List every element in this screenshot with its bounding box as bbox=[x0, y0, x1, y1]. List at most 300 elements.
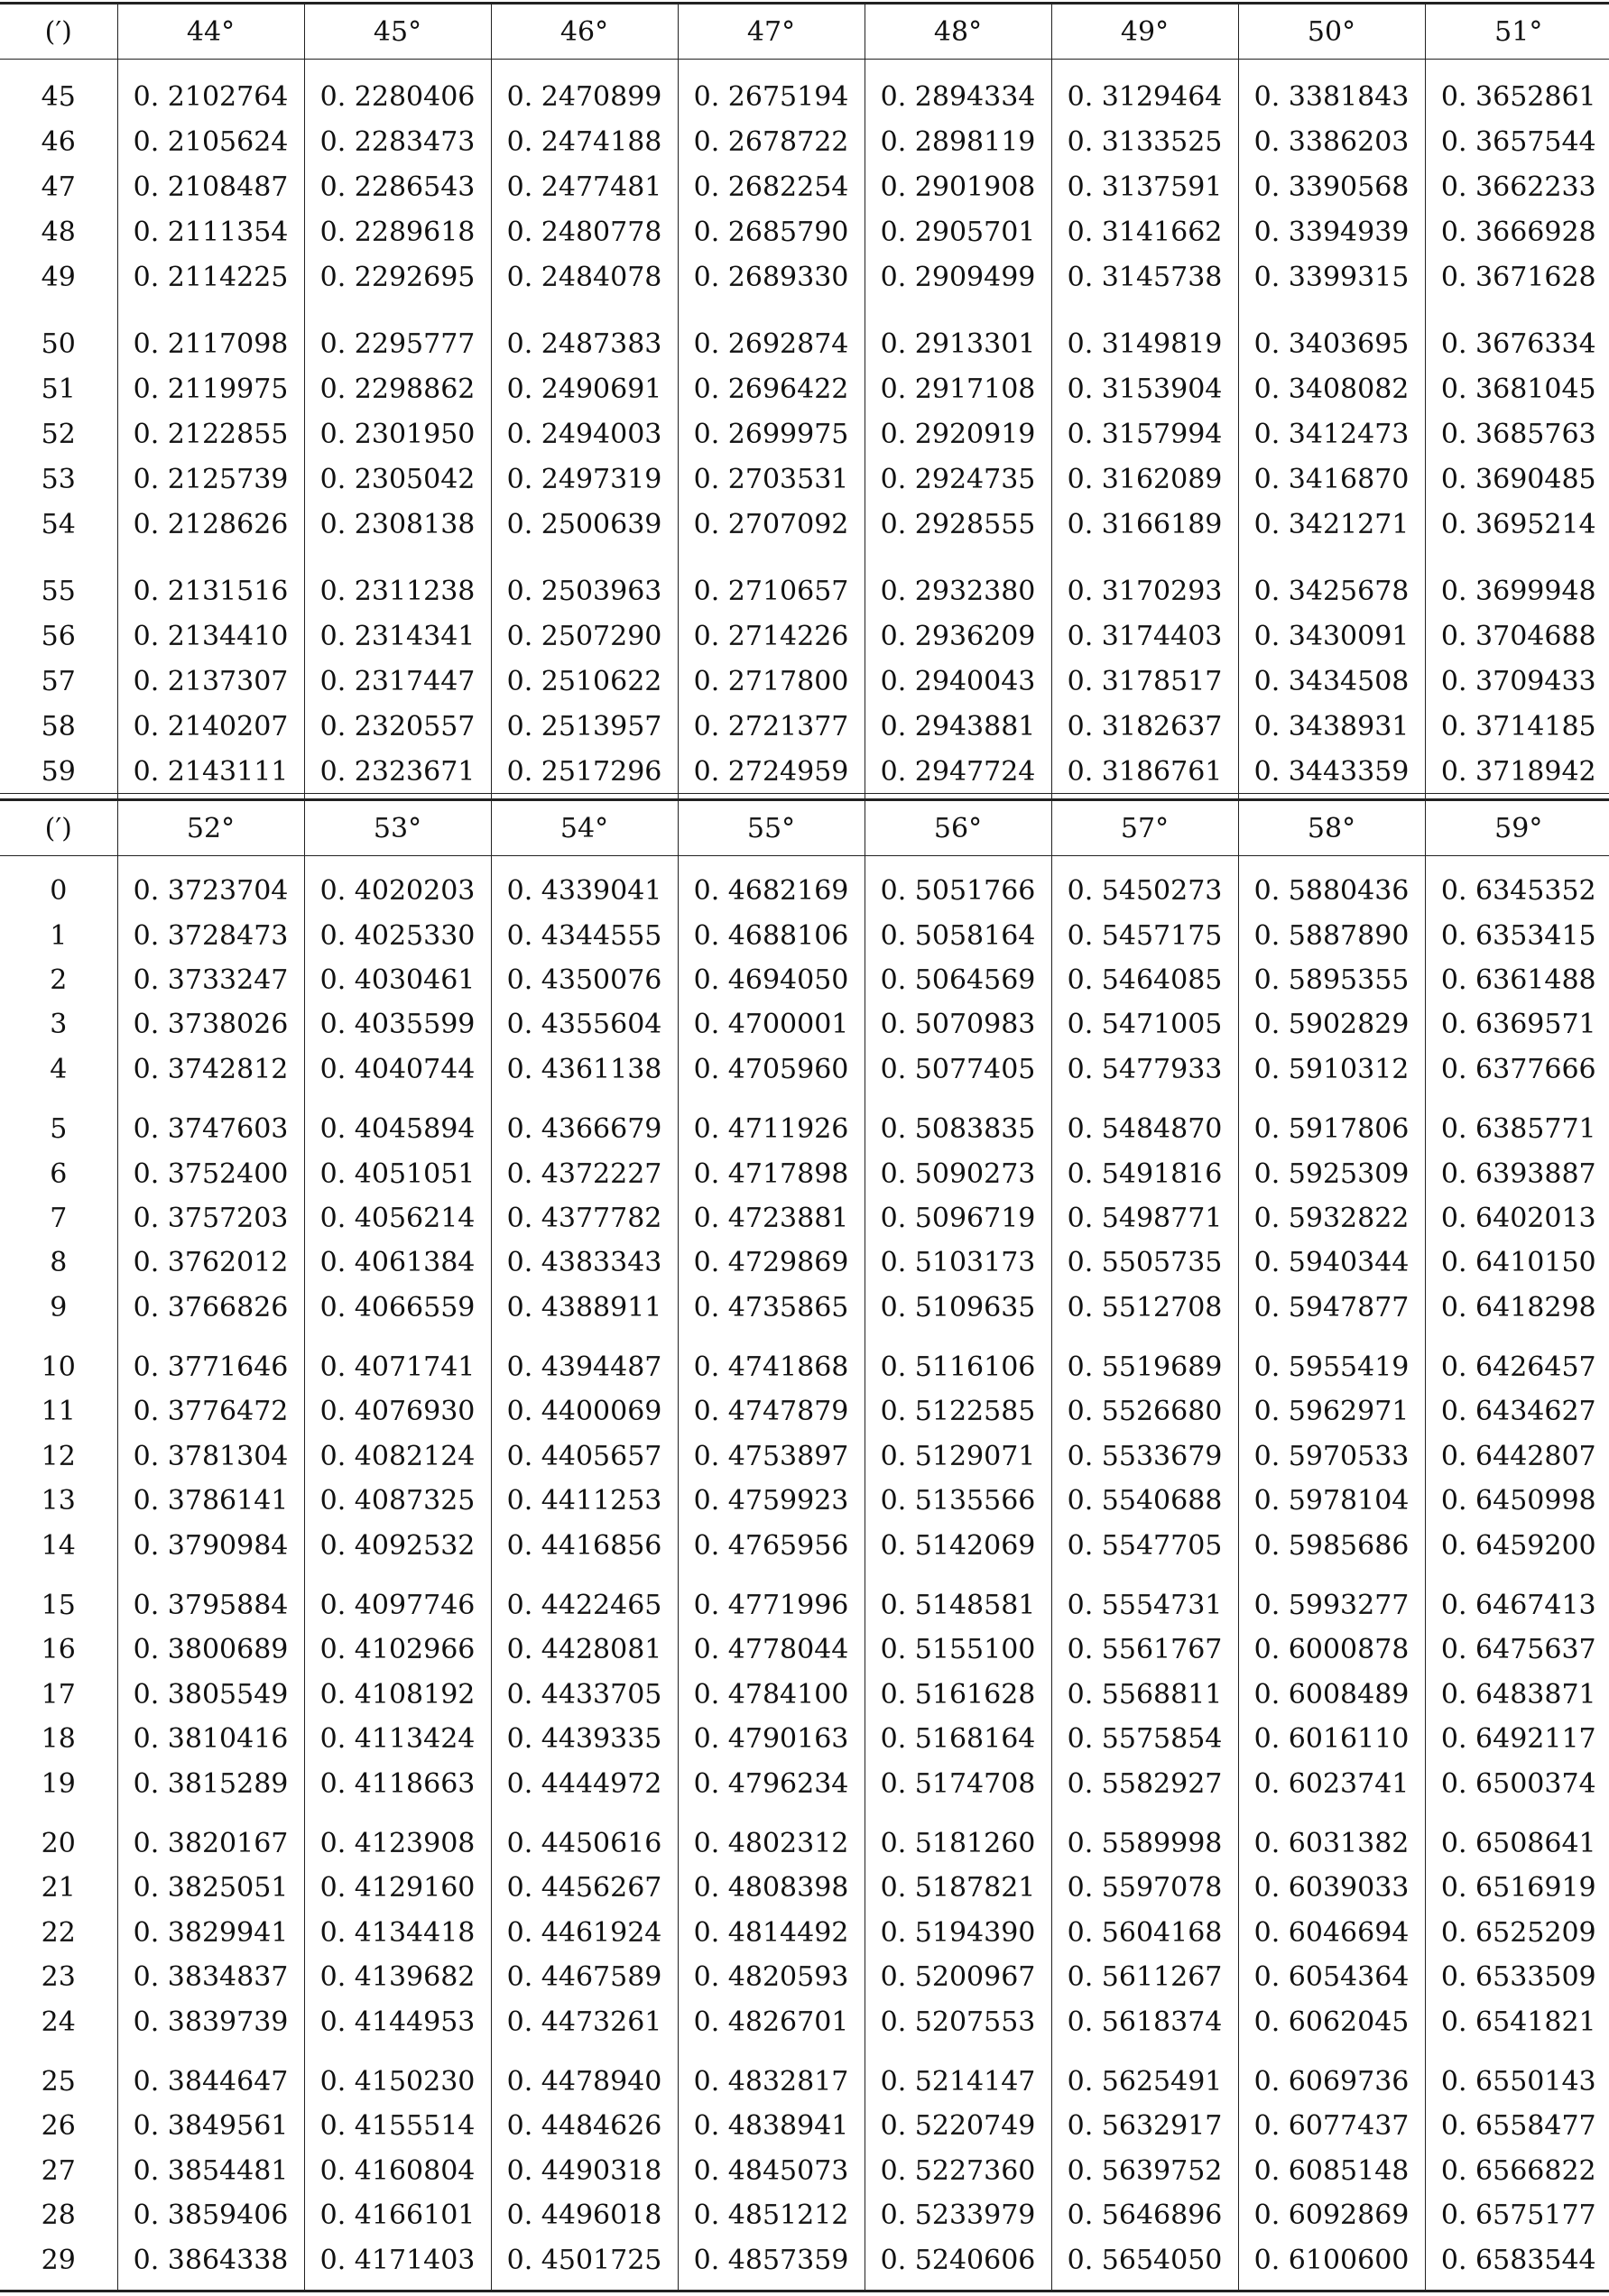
minute-cell: 24 bbox=[0, 1999, 117, 2043]
spacer-row bbox=[0, 1330, 1609, 1345]
value-cell: 0. 5174708 bbox=[865, 1761, 1051, 1805]
value-cell: 0. 4071741 bbox=[304, 1345, 491, 1389]
value-cell: 0. 3430091 bbox=[1238, 613, 1425, 659]
table-body bbox=[0, 60, 1609, 804]
minute-cell: 48 bbox=[0, 209, 117, 254]
value-cell: 0. 4688106 bbox=[678, 913, 865, 957]
spacer-row bbox=[0, 1568, 1609, 1583]
spacer-cell bbox=[1051, 2044, 1238, 2060]
value-cell: 0. 4030461 bbox=[304, 958, 491, 1002]
value-cell: 0. 5122585 bbox=[865, 1389, 1051, 1434]
minute-cell: 9 bbox=[0, 1286, 117, 1330]
table-row bbox=[0, 2149, 1609, 2193]
spacer-cell bbox=[1238, 2044, 1425, 2060]
value-cell: 0. 3685763 bbox=[1440, 418, 1596, 450]
value-cell: 0. 3800689 bbox=[117, 1627, 304, 1672]
table-row bbox=[0, 958, 1609, 1002]
value-cell: 0. 6393887 bbox=[1440, 1157, 1596, 1190]
value-cell: 0. 2143111 bbox=[117, 749, 304, 794]
minute-cell: 23 bbox=[0, 1955, 117, 1999]
spacer-cell bbox=[1051, 1806, 1238, 1821]
spacer-cell bbox=[117, 1330, 304, 1345]
value-cell: 0. 6483871 bbox=[1440, 1678, 1596, 1710]
value-cell: 0. 6077437 bbox=[1238, 2104, 1425, 2148]
value-cell: 0. 3681045 bbox=[1440, 373, 1596, 405]
minute-cell: 19 bbox=[0, 1761, 117, 1805]
value-cell: 0. 4838941 bbox=[678, 2104, 865, 2148]
value-cell: 0. 3157994 bbox=[1051, 411, 1238, 456]
spacer-cell bbox=[678, 1330, 865, 1345]
value-cell: 0. 2947724 bbox=[865, 749, 1051, 794]
value-cell: 0. 5464085 bbox=[1051, 958, 1238, 1002]
table-row bbox=[0, 1911, 1609, 1955]
table-row bbox=[0, 1389, 1609, 1434]
value-cell: 0. 2714226 bbox=[678, 613, 865, 659]
degree-header: 47° bbox=[678, 4, 865, 60]
value-cell: 0. 5477933 bbox=[1051, 1047, 1238, 1092]
value-cell: 0. 6000878 bbox=[1238, 1627, 1425, 1672]
value-cell: 0. 4339041 bbox=[491, 869, 678, 913]
table-row bbox=[0, 1240, 1609, 1285]
minute-cell: 6 bbox=[0, 1151, 117, 1195]
value-cell: 0. 3399315 bbox=[1238, 254, 1425, 300]
value-cell: 0. 4350076 bbox=[491, 958, 678, 1002]
value-cell: 0. 5887890 bbox=[1238, 913, 1425, 957]
minute-cell: 18 bbox=[0, 1717, 117, 1761]
table-row bbox=[0, 869, 1609, 913]
value-cell: 0. 3805549 bbox=[117, 1673, 304, 1717]
spacer-cell bbox=[117, 1806, 304, 1821]
value-cell: 0. 2678722 bbox=[678, 119, 865, 164]
minute-cell: 7 bbox=[0, 1196, 117, 1240]
minute-cell: 12 bbox=[0, 1434, 117, 1479]
minute-cell: 21 bbox=[0, 1866, 117, 1910]
value-cell: 0. 5498771 bbox=[1051, 1196, 1238, 1240]
value-cell: 0. 5116106 bbox=[865, 1345, 1051, 1389]
value-cell: 0. 3714185 bbox=[1440, 710, 1596, 742]
table-row bbox=[0, 1286, 1609, 1330]
value-cell: 0. 2503963 bbox=[491, 568, 678, 613]
value-cell: 0. 2323671 bbox=[304, 749, 491, 794]
value-cell: 0. 5526680 bbox=[1051, 1389, 1238, 1434]
value-cell: 0. 3776472 bbox=[117, 1389, 304, 1434]
spacer-cell bbox=[865, 1568, 1051, 1583]
spacer-row bbox=[0, 300, 1609, 321]
value-cell: 0. 4826701 bbox=[678, 1999, 865, 2043]
table-body bbox=[0, 856, 1609, 2291]
table-row bbox=[0, 749, 1609, 794]
value-cell: 0. 5083835 bbox=[865, 1107, 1051, 1151]
spacer-cell bbox=[1051, 60, 1238, 75]
value-cell: 0. 5457175 bbox=[1051, 913, 1238, 957]
value-cell: 0. 4102966 bbox=[304, 1627, 491, 1672]
value-cell: 0. 5148581 bbox=[865, 1583, 1051, 1627]
value-cell: 0. 4428081 bbox=[491, 1627, 678, 1672]
minute-cell: 4 bbox=[0, 1047, 117, 1092]
value-cell: 0. 3141662 bbox=[1051, 209, 1238, 254]
spacer-cell bbox=[117, 2044, 304, 2060]
value-cell: 0. 3133525 bbox=[1051, 119, 1238, 164]
value-cell: 0. 4366679 bbox=[491, 1107, 678, 1151]
table-row bbox=[0, 2193, 1609, 2237]
value-cell: 0. 4682169 bbox=[678, 869, 865, 913]
value-cell: 0. 6434627 bbox=[1440, 1396, 1596, 1428]
spacer-cell bbox=[0, 1806, 117, 1821]
spacer-cell bbox=[1238, 1806, 1425, 1821]
value-cell: 0. 6426457 bbox=[1440, 1351, 1596, 1384]
value-cell: 0. 4444972 bbox=[491, 1761, 678, 1805]
spacer-cell bbox=[678, 1806, 865, 1821]
value-cell: 0. 4808398 bbox=[678, 1866, 865, 1910]
value-cell: 0. 3742812 bbox=[117, 1047, 304, 1092]
value-cell: 0. 3174403 bbox=[1051, 613, 1238, 659]
table-row bbox=[0, 704, 1609, 749]
spacer-row bbox=[0, 856, 1609, 870]
spacer-cell bbox=[491, 2282, 678, 2291]
value-cell: 0. 2924735 bbox=[865, 456, 1051, 502]
spacer-cell bbox=[117, 2282, 304, 2291]
value-cell: 0. 2140207 bbox=[117, 704, 304, 749]
table-row bbox=[0, 1479, 1609, 1523]
minute-cell: 0 bbox=[0, 869, 117, 913]
value-cell: 0. 2117098 bbox=[117, 321, 304, 366]
value-cell: 0. 4784100 bbox=[678, 1673, 865, 1717]
value-cell: 0. 4747879 bbox=[678, 1389, 865, 1434]
spacer-cell bbox=[1238, 1092, 1425, 1107]
spacer-cell bbox=[1238, 547, 1425, 568]
spacer-cell bbox=[678, 1568, 865, 1583]
spacer-cell bbox=[0, 2282, 117, 2291]
value-cell: 0. 2320557 bbox=[304, 704, 491, 749]
table-row bbox=[0, 1627, 1609, 1672]
value-cell: 0. 5155100 bbox=[865, 1627, 1051, 1672]
minute-cell: 52 bbox=[0, 411, 117, 456]
value-cell: 0. 4035599 bbox=[304, 1002, 491, 1047]
value-cell: 0. 4729869 bbox=[678, 1240, 865, 1285]
spacer-cell bbox=[1425, 2282, 1609, 2291]
value-cell: 0. 2901908 bbox=[865, 164, 1051, 209]
spacer-cell bbox=[117, 60, 304, 75]
value-cell: 0. 4160804 bbox=[304, 2149, 491, 2193]
value-cell: 0. 5240606 bbox=[865, 2237, 1051, 2282]
spacer-cell bbox=[1051, 1092, 1238, 1107]
spacer-row bbox=[0, 2044, 1609, 2060]
spacer-cell bbox=[1051, 856, 1238, 870]
value-cell: 0. 2724959 bbox=[678, 749, 865, 794]
spacer-cell bbox=[491, 1568, 678, 1583]
table-row bbox=[0, 2104, 1609, 2148]
value-cell: 0. 2314341 bbox=[304, 613, 491, 659]
spacer-cell bbox=[1425, 547, 1609, 568]
minute-cell: 27 bbox=[0, 2149, 117, 2193]
value-cell: 0. 4717898 bbox=[678, 1151, 865, 1195]
spacer-cell bbox=[491, 60, 678, 75]
value-cell: 0. 5051766 bbox=[865, 869, 1051, 913]
value-cell: 0. 6492117 bbox=[1440, 1723, 1596, 1756]
spacer-cell bbox=[117, 1092, 304, 1107]
degree-header: 55° bbox=[678, 800, 865, 856]
value-cell: 0. 2894334 bbox=[865, 74, 1051, 119]
value-cell: 0. 6361488 bbox=[1440, 964, 1596, 996]
value-cell: 0. 2108487 bbox=[117, 164, 304, 209]
value-cell: 0. 3412473 bbox=[1238, 411, 1425, 456]
spacer-cell bbox=[1238, 1330, 1425, 1345]
value-cell: 0. 3695214 bbox=[1440, 508, 1596, 540]
value-cell: 0. 2317447 bbox=[304, 659, 491, 704]
value-cell: 0. 3652861 bbox=[1440, 80, 1596, 113]
value-cell: 0. 2494003 bbox=[491, 411, 678, 456]
value-cell: 0. 2122855 bbox=[117, 411, 304, 456]
spacer-cell bbox=[304, 1568, 491, 1583]
value-cell: 0. 4020203 bbox=[304, 869, 491, 913]
value-cell: 0. 5077405 bbox=[865, 1047, 1051, 1092]
minute-cell: 2 bbox=[0, 958, 117, 1002]
value-cell: 0. 5925309 bbox=[1238, 1151, 1425, 1195]
value-cell: 0. 3810416 bbox=[117, 1717, 304, 1761]
value-cell: 0. 4735865 bbox=[678, 1286, 865, 1330]
value-cell: 0. 4388911 bbox=[491, 1286, 678, 1330]
value-cell: 0. 2685790 bbox=[678, 209, 865, 254]
value-cell: 0. 5940344 bbox=[1238, 1240, 1425, 1285]
value-cell: 0. 6039033 bbox=[1238, 1866, 1425, 1910]
spacer-cell bbox=[117, 1568, 304, 1583]
double-rule-divider bbox=[0, 793, 1609, 794]
value-cell: 0. 2675194 bbox=[678, 74, 865, 119]
spacer-row bbox=[0, 2282, 1609, 2291]
value-cell: 0. 3699948 bbox=[1440, 575, 1596, 607]
spacer-cell bbox=[491, 856, 678, 870]
spacer-cell bbox=[491, 2044, 678, 2060]
spacer-cell bbox=[1238, 300, 1425, 321]
value-cell: 0. 2119975 bbox=[117, 366, 304, 411]
value-cell: 0. 3182637 bbox=[1051, 704, 1238, 749]
minute-cell: 59 bbox=[0, 749, 117, 794]
minute-cell: 15 bbox=[0, 1583, 117, 1627]
value-cell: 0. 5450273 bbox=[1051, 869, 1238, 913]
value-cell: 0. 3178517 bbox=[1051, 659, 1238, 704]
value-cell: 0. 4439335 bbox=[491, 1717, 678, 1761]
value-cell: 0. 5589998 bbox=[1051, 1821, 1238, 1866]
value-cell: 0. 5194390 bbox=[865, 1911, 1051, 1955]
value-cell: 0. 5932822 bbox=[1238, 1196, 1425, 1240]
table-row bbox=[0, 1673, 1609, 1717]
value-cell: 0. 5646896 bbox=[1051, 2193, 1238, 2237]
spacer-cell bbox=[304, 300, 491, 321]
degree-header: 54° bbox=[491, 800, 678, 856]
spacer-cell bbox=[304, 2282, 491, 2291]
value-cell: 0. 2111354 bbox=[117, 209, 304, 254]
value-cell: 0. 4411253 bbox=[491, 1479, 678, 1523]
value-cell: 0. 4144953 bbox=[304, 1999, 491, 2043]
value-cell: 0. 4087325 bbox=[304, 1479, 491, 1523]
spacer-cell bbox=[1425, 856, 1609, 870]
value-cell: 0. 3815289 bbox=[117, 1761, 304, 1805]
value-cell: 0. 4820593 bbox=[678, 1955, 865, 1999]
spacer-cell bbox=[491, 300, 678, 321]
value-cell: 0. 5505735 bbox=[1051, 1240, 1238, 1285]
lower-value-table bbox=[0, 798, 1609, 2292]
value-cell: 0. 2487383 bbox=[491, 321, 678, 366]
value-cell: 0. 2699975 bbox=[678, 411, 865, 456]
value-cell: 0. 2301950 bbox=[304, 411, 491, 456]
minute-cell: 26 bbox=[0, 2104, 117, 2148]
value-cell: 0. 4118663 bbox=[304, 1761, 491, 1805]
minute-cell: 25 bbox=[0, 2060, 117, 2104]
value-cell: 0. 2703531 bbox=[678, 456, 865, 502]
value-cell: 0. 5207553 bbox=[865, 1999, 1051, 2043]
value-cell: 0. 4097746 bbox=[304, 1583, 491, 1627]
value-cell: 0. 6353415 bbox=[1440, 919, 1596, 952]
value-cell: 0. 4723881 bbox=[678, 1196, 865, 1240]
spacer-cell bbox=[1425, 1806, 1609, 1821]
value-cell: 0. 4040744 bbox=[304, 1047, 491, 1092]
value-cell: 0. 2311238 bbox=[304, 568, 491, 613]
minute-cell: 56 bbox=[0, 613, 117, 659]
value-cell: 0. 6385771 bbox=[1440, 1113, 1596, 1146]
value-cell: 0. 4076930 bbox=[304, 1389, 491, 1434]
value-cell: 0. 6566822 bbox=[1440, 2154, 1596, 2187]
value-cell: 0. 3781304 bbox=[117, 1434, 304, 1479]
value-cell: 0. 2909499 bbox=[865, 254, 1051, 300]
value-cell: 0. 5090273 bbox=[865, 1151, 1051, 1195]
value-cell: 0. 6575177 bbox=[1440, 2199, 1596, 2232]
minute-cell: 22 bbox=[0, 1911, 117, 1955]
minute-cell: 58 bbox=[0, 704, 117, 749]
value-cell: 0. 5902829 bbox=[1238, 1002, 1425, 1047]
spacer-cell bbox=[1425, 1092, 1609, 1107]
value-cell: 0. 2710657 bbox=[678, 568, 865, 613]
table-row bbox=[0, 1583, 1609, 1627]
value-cell: 0. 2298862 bbox=[304, 366, 491, 411]
spacer-row bbox=[0, 1806, 1609, 1821]
value-cell: 0. 2114225 bbox=[117, 254, 304, 300]
value-cell: 0. 4790163 bbox=[678, 1717, 865, 1761]
value-cell: 0. 6069736 bbox=[1238, 2060, 1425, 2104]
value-cell: 0. 5910312 bbox=[1238, 1047, 1425, 1092]
spacer-cell bbox=[117, 856, 304, 870]
value-cell: 0. 4082124 bbox=[304, 1434, 491, 1479]
degree-header: 53° bbox=[304, 800, 491, 856]
table-row bbox=[0, 209, 1609, 254]
minute-cell: 8 bbox=[0, 1240, 117, 1285]
table-row bbox=[0, 1717, 1609, 1761]
value-cell: 0. 5955419 bbox=[1238, 1345, 1425, 1389]
value-cell: 0. 4422465 bbox=[491, 1583, 678, 1627]
value-cell: 0. 4134418 bbox=[304, 1911, 491, 1955]
minute-cell: 10 bbox=[0, 1345, 117, 1389]
value-cell: 0. 4171403 bbox=[304, 2237, 491, 2282]
spacer-cell bbox=[304, 2044, 491, 2060]
degree-header: 46° bbox=[491, 4, 678, 60]
value-cell: 0. 2917108 bbox=[865, 366, 1051, 411]
value-cell: 0. 5512708 bbox=[1051, 1286, 1238, 1330]
table-row bbox=[0, 1761, 1609, 1805]
value-cell: 0. 5233979 bbox=[865, 2193, 1051, 2237]
value-cell: 0. 6558477 bbox=[1440, 2110, 1596, 2143]
table-row bbox=[0, 456, 1609, 502]
value-cell: 0. 3662233 bbox=[1440, 171, 1596, 203]
value-cell: 0. 3657544 bbox=[1440, 125, 1596, 158]
value-cell: 0. 4851212 bbox=[678, 2193, 865, 2237]
spacer-cell bbox=[865, 856, 1051, 870]
minute-cell: 53 bbox=[0, 456, 117, 502]
value-cell: 0. 5561767 bbox=[1051, 1627, 1238, 1672]
value-cell: 0. 4400069 bbox=[491, 1389, 678, 1434]
value-cell: 0. 5200967 bbox=[865, 1955, 1051, 1999]
value-cell: 0. 3381843 bbox=[1238, 74, 1425, 119]
value-cell: 0. 4108192 bbox=[304, 1673, 491, 1717]
value-cell: 0. 4056214 bbox=[304, 1196, 491, 1240]
value-cell: 0. 6508641 bbox=[1440, 1828, 1596, 1859]
value-cell: 0. 4711926 bbox=[678, 1107, 865, 1151]
value-cell: 0. 2696422 bbox=[678, 366, 865, 411]
value-cell: 0. 4478940 bbox=[491, 2060, 678, 2104]
minute-cell: 3 bbox=[0, 1002, 117, 1047]
value-cell: 0. 6516919 bbox=[1440, 1872, 1596, 1904]
value-cell: 0. 2308138 bbox=[304, 502, 491, 547]
value-cell: 0. 4150230 bbox=[304, 2060, 491, 2104]
minutes-header: (′) bbox=[0, 800, 117, 856]
spacer-cell bbox=[1425, 300, 1609, 321]
value-cell: 0. 3676334 bbox=[1440, 327, 1596, 360]
value-cell: 0. 6459200 bbox=[1440, 1529, 1596, 1562]
spacer-cell bbox=[678, 2282, 865, 2291]
value-cell: 0. 3795884 bbox=[117, 1583, 304, 1627]
value-cell: 0. 3762012 bbox=[117, 1240, 304, 1285]
value-cell: 0. 4113424 bbox=[304, 1717, 491, 1761]
value-cell: 0. 6541821 bbox=[1440, 2006, 1596, 2038]
value-cell: 0. 4355604 bbox=[491, 1002, 678, 1047]
degree-header: 51° bbox=[1425, 4, 1609, 60]
spacer-cell bbox=[1425, 60, 1609, 75]
spacer-cell bbox=[0, 547, 117, 568]
value-cell: 0. 6031382 bbox=[1238, 1821, 1425, 1866]
value-cell: 0. 4166101 bbox=[304, 2193, 491, 2237]
value-cell: 0. 6500374 bbox=[1440, 1767, 1596, 1800]
value-cell: 0. 3854481 bbox=[117, 2149, 304, 2193]
value-cell: 0. 2102764 bbox=[117, 74, 304, 119]
value-cell: 0. 3771646 bbox=[117, 1345, 304, 1389]
value-cell: 0. 3728473 bbox=[117, 913, 304, 957]
value-cell: 0. 6085148 bbox=[1238, 2149, 1425, 2193]
value-cell: 0. 3786141 bbox=[117, 1479, 304, 1523]
value-cell: 0. 3718942 bbox=[1440, 755, 1596, 788]
spacer-cell bbox=[865, 300, 1051, 321]
value-cell: 0. 5471005 bbox=[1051, 1002, 1238, 1047]
value-cell: 0. 2510622 bbox=[491, 659, 678, 704]
spacer-cell bbox=[491, 547, 678, 568]
value-cell: 0. 5540688 bbox=[1051, 1479, 1238, 1523]
degree-header: 52° bbox=[117, 800, 304, 856]
spacer-cell bbox=[865, 1092, 1051, 1107]
value-cell: 0. 6442807 bbox=[1440, 1440, 1596, 1472]
value-cell: 0. 3438931 bbox=[1238, 704, 1425, 749]
minute-cell: 16 bbox=[0, 1627, 117, 1672]
value-cell: 0. 3421271 bbox=[1238, 502, 1425, 547]
value-cell: 0. 2913301 bbox=[865, 321, 1051, 366]
value-cell: 0. 4857359 bbox=[678, 2237, 865, 2282]
spacer-cell bbox=[491, 1330, 678, 1345]
minute-cell: 57 bbox=[0, 659, 117, 704]
value-cell: 0. 4123908 bbox=[304, 1821, 491, 1866]
table-row bbox=[0, 1107, 1609, 1151]
value-cell: 0. 2286543 bbox=[304, 164, 491, 209]
value-cell: 0. 3733247 bbox=[117, 958, 304, 1002]
value-cell: 0. 4501725 bbox=[491, 2237, 678, 2282]
value-cell: 0. 4383343 bbox=[491, 1240, 678, 1285]
value-cell: 0. 5632917 bbox=[1051, 2104, 1238, 2148]
spacer-cell bbox=[1051, 1330, 1238, 1345]
